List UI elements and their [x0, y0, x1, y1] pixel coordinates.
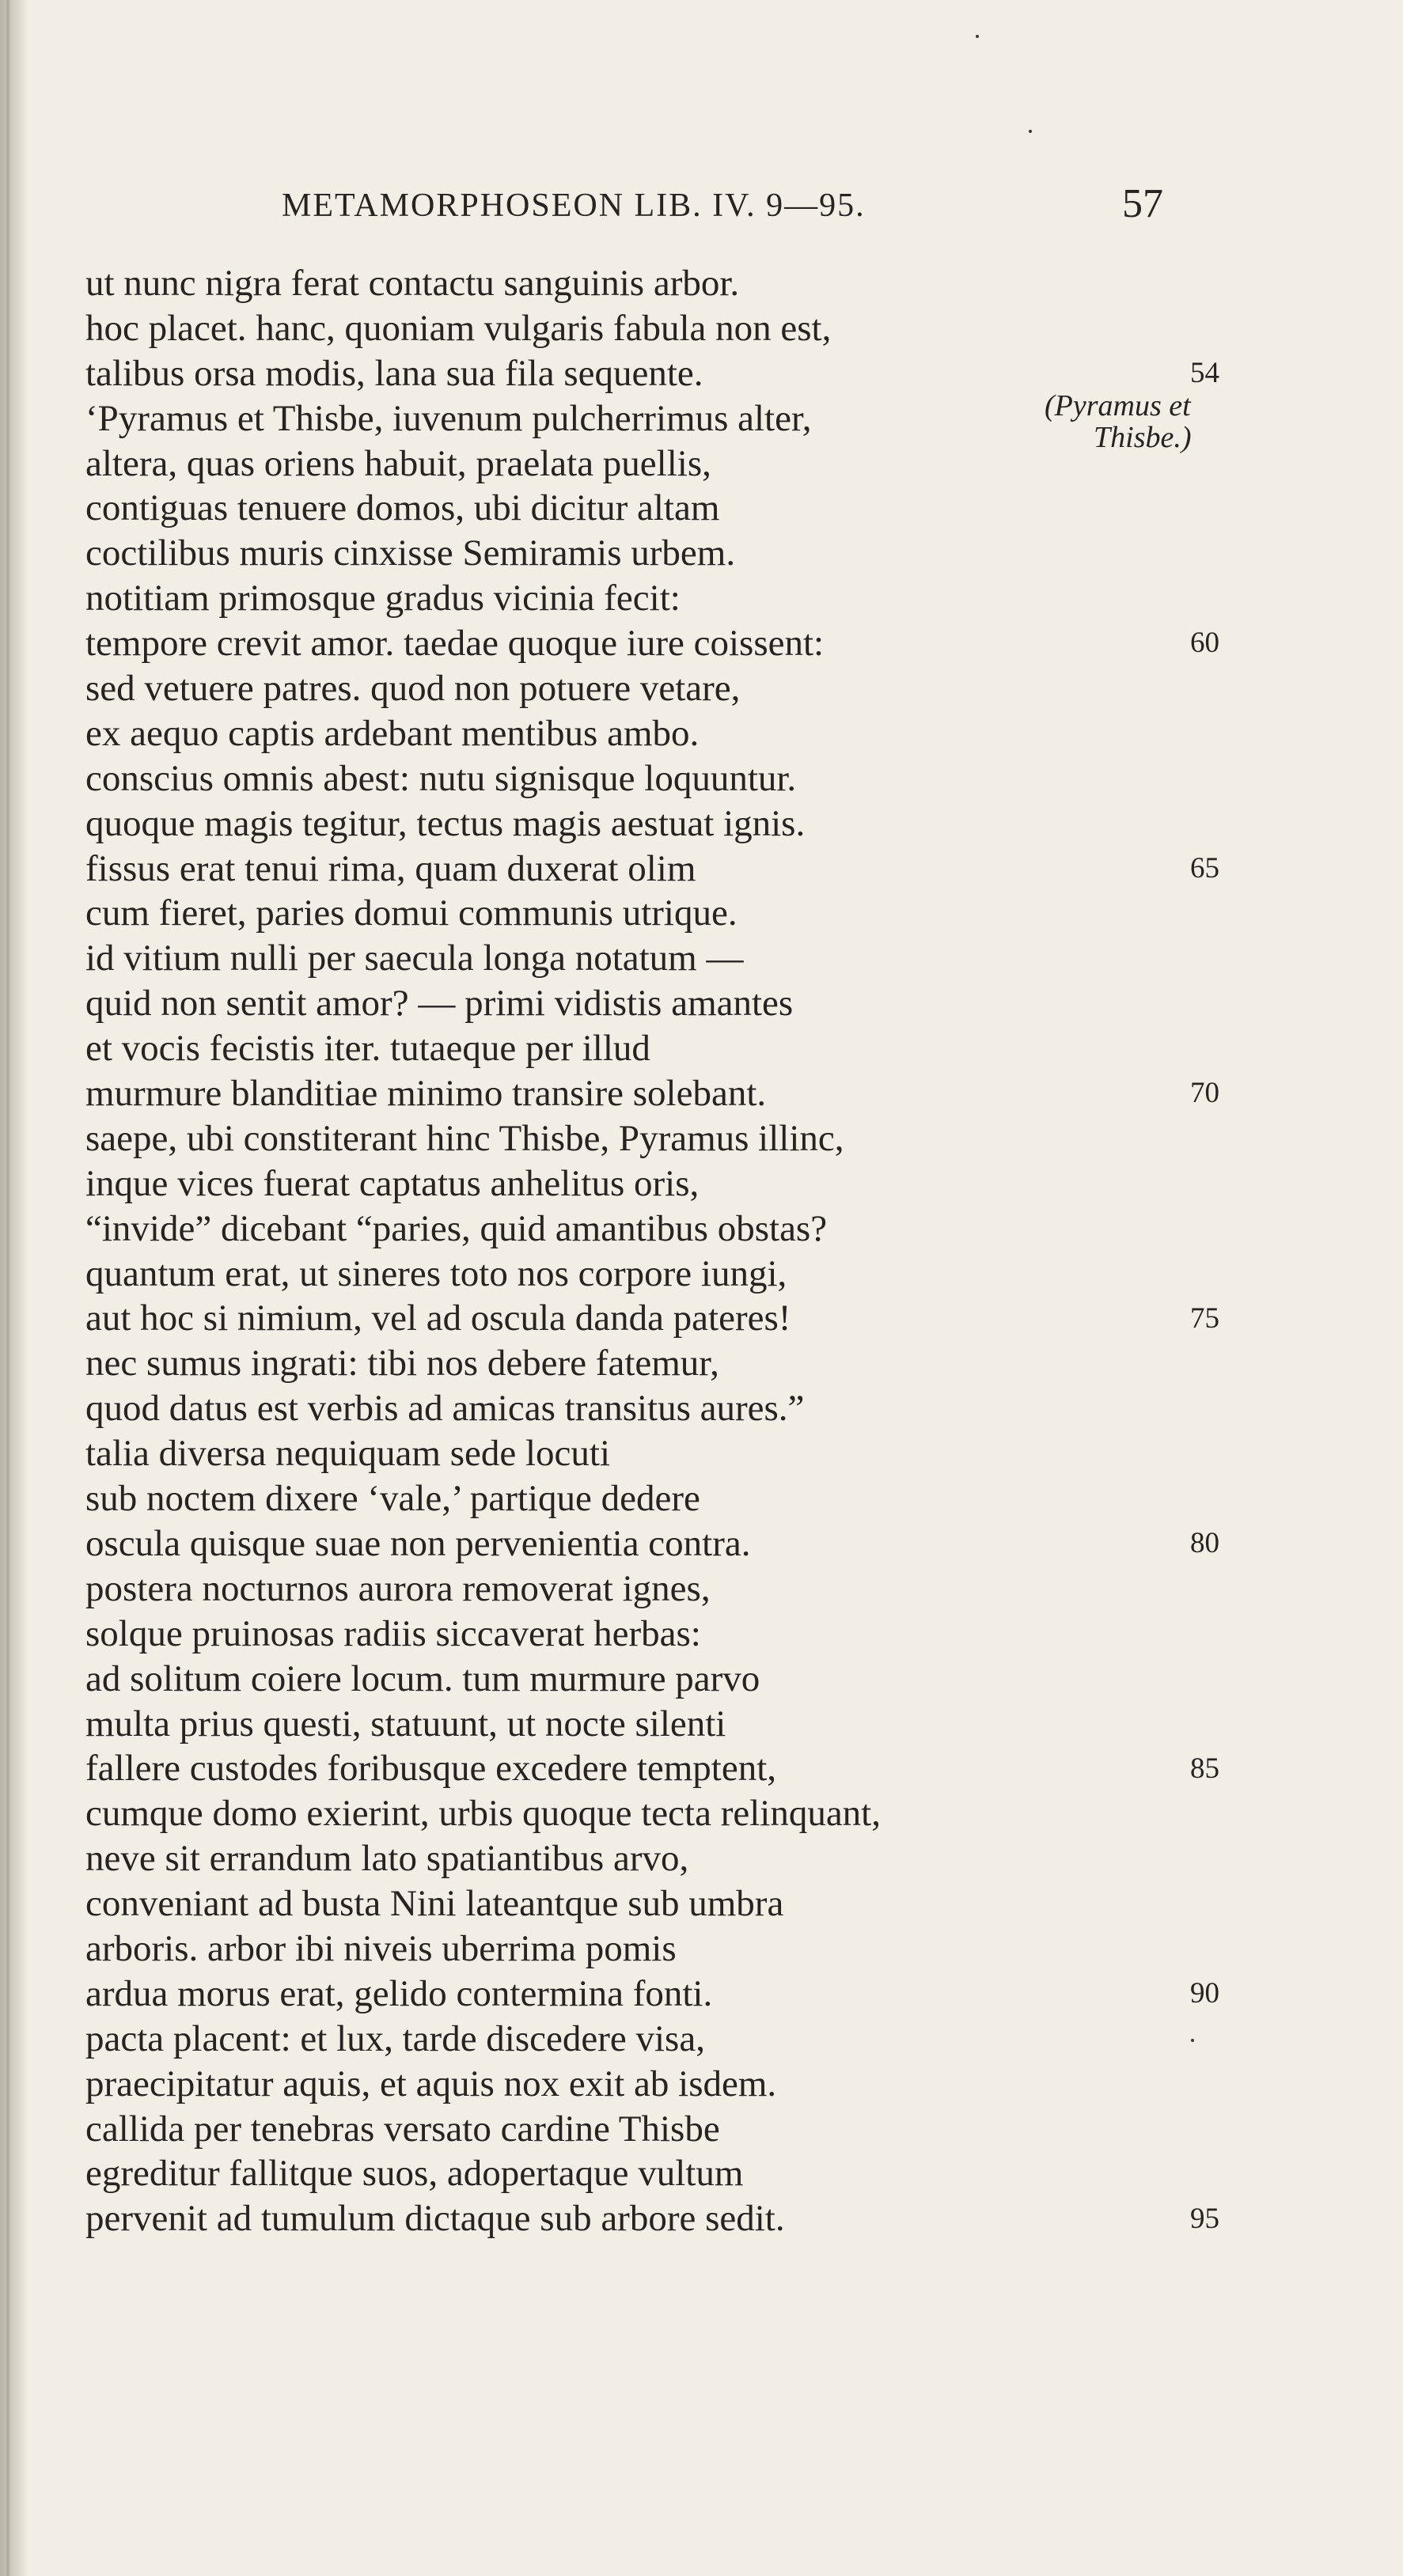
binding-gutter — [6, 0, 9, 2576]
verse-line: fissus erat tenui rima, quam duxerat olim — [85, 847, 696, 889]
verse-line: sed vetuere patres. quod non potuere vetare, — [85, 668, 741, 710]
verse-line: hoc placet. hanc, quoniam vulgaris fabula non est, — [85, 307, 832, 349]
verse-line: praecipitatur aquis, et aquis nox exit ab isdem. — [85, 2063, 777, 2104]
verse-line: conscius omnis abest: nutu signisque loquuntur. — [85, 757, 797, 799]
verse-line: saepe, ubi constiterant hinc Thisbe, Pyramus illinc, — [85, 1117, 844, 1159]
line-number: 90 — [1190, 1977, 1219, 2010]
verse-line: neve sit errandum lato spatiantibus arvo, — [85, 1838, 689, 1880]
verse-text — [85, 261, 1193, 2241]
paper-speck — [976, 35, 979, 38]
verse-line: murmure blanditiae minimo transire solebant. — [85, 1073, 767, 1115]
verse-line: arboris. arbor ibi niveis uberrima pomis — [85, 1927, 677, 1969]
verse-line: “invide” dicebant “paries, quid amantibus obstas? — [85, 1207, 828, 1249]
line-number: 70 — [1190, 1077, 1219, 1110]
verse-line: oscula quisque suae non pervenientia contra. — [85, 1522, 751, 1564]
line-number: 65 — [1190, 851, 1219, 885]
line-number: 60 — [1190, 627, 1219, 660]
marginal-note-line: Thisbe.) — [1094, 421, 1192, 454]
verse-line: coctilibus muris cinxisse Semiramis urbem. — [85, 532, 736, 574]
verse-line: quoque magis tegitur, tectus magis aestuat ignis. — [85, 802, 806, 844]
verse-line: egreditur fallitque suos, adopertaque vultum — [85, 2153, 744, 2195]
verse-line: inque vices fuerat captatus anhelitus oris, — [85, 1162, 700, 1204]
line-number: 95 — [1190, 2202, 1219, 2235]
verse-line: nec sumus ingrati: tibi nos debere fatemur, — [85, 1343, 719, 1385]
verse-line: tempore crevit amor. taedae quoque iure coissent: — [85, 623, 825, 665]
verse-line: solque pruinosas radiis siccaverat herbas: — [85, 1612, 701, 1654]
verse-line: quod datus est verbis ad amicas transitus aures.” — [85, 1388, 805, 1430]
verse-line: id vitium nulli per saecula longa notatum — — [85, 938, 744, 979]
paper-speck — [1029, 130, 1032, 133]
page-edge-shadow — [0, 0, 28, 2576]
verse-line: ut nunc nigra ferat contactu sanguinis arbor. — [85, 263, 740, 304]
line-number: 54 — [1190, 356, 1219, 389]
verse-line: multa prius questi, statuunt, ut nocte silenti — [85, 1703, 726, 1744]
verse-line: talia diversa nequiquam sede locuti — [85, 1433, 611, 1475]
marginal-note-line: (Pyramus et — [1045, 389, 1191, 422]
verse-line: notitiam primosque gradus vicinia fecit: — [85, 578, 681, 619]
line-number: 85 — [1190, 1752, 1219, 1785]
verse-line: conveniant ad busta Nini lateantque sub umbra — [85, 1883, 784, 1925]
verse-line: postera nocturnos aurora removerat ignes, — [85, 1567, 711, 1609]
verse-line: ‘Pyramus et Thisbe, iuvenum pulcherrimus alter, — [85, 397, 812, 439]
verse-line: sub noctem dixere ‘vale,’ partique dedere — [85, 1478, 700, 1520]
line-number: 80 — [1190, 1527, 1219, 1560]
verse-line: talibus orsa modis, lana sua fila sequente. — [85, 352, 703, 394]
verse-line: fallere custodes foribusque excedere temptent, — [85, 1748, 777, 1790]
verse-line: callida per tenebras versato cardine Thisbe — [85, 2108, 720, 2150]
verse-line: pervenit ad tumulum dictaque sub arbore sedit. — [85, 2198, 785, 2240]
verse-line: quid non sentit amor? — primi vidistis amantes — [85, 983, 794, 1025]
verse-line: altera, quas oriens habuit, praelata puellis, — [85, 442, 711, 484]
verse-line: aut hoc si nimium, vel ad oscula danda pateres! — [85, 1297, 791, 1339]
page-number: 57 — [1122, 181, 1163, 226]
line-number: 75 — [1190, 1301, 1219, 1335]
verse-line: cum fieret, paries domui communis utrique. — [85, 892, 738, 934]
verse-line: ex aequo captis ardebant mentibus ambo. — [85, 712, 700, 754]
paper-speck — [1191, 2039, 1194, 2042]
verse-line: ardua morus erat, gelido contermina fonti. — [85, 1972, 713, 2014]
verse-line: cumque domo exierint, urbis quoque tecta relinquant, — [85, 1793, 881, 1835]
running-title: METAMORPHOSEON LIB. IV. 9—95. — [282, 188, 866, 224]
verse-line: contiguas tenuere domos, ubi dicitur altam — [85, 487, 720, 529]
verse-line: quantum erat, ut sineres toto nos corpore iungi, — [85, 1252, 787, 1294]
verse-line: et vocis fecistis iter. tutaeque per illud — [85, 1028, 650, 1070]
verse-line: ad solitum coiere locum. tum murmure parvo — [85, 1657, 760, 1699]
verse-line: pacta placent: et lux, tarde discedere visa, — [85, 2017, 705, 2059]
